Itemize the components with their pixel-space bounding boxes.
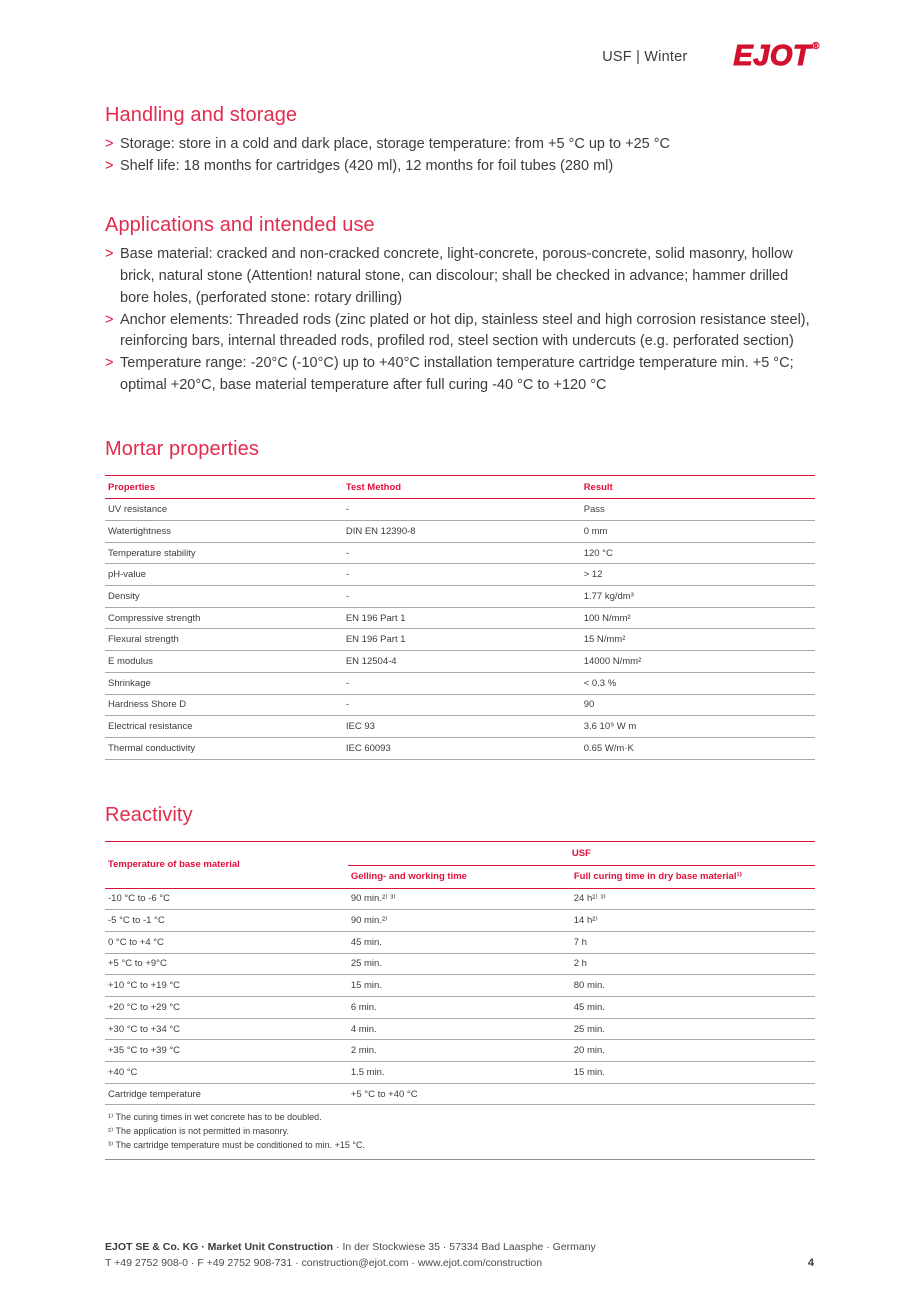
- section-reactivity: [105, 804, 815, 1161]
- cell-temperature: -5 °C to -1 °C: [108, 915, 165, 927]
- cell-property: pH-value: [108, 569, 147, 581]
- cell-temperature: -10 °C to -6 °C: [108, 893, 170, 905]
- cell-property: UV resistance: [108, 504, 168, 516]
- cell-curing-time: 15 min.: [573, 1066, 605, 1078]
- footer-company-line: [105, 1240, 815, 1256]
- cell-test-method: -: [345, 569, 350, 581]
- cell-property: Watertightness: [108, 525, 172, 537]
- table-row: [105, 673, 815, 695]
- bullet-marker: >: [105, 354, 114, 371]
- cell-test-method: -: [345, 590, 350, 602]
- table-row: [105, 564, 815, 586]
- cell-property: Thermal conductivity: [108, 742, 196, 754]
- cell-gelling-time: 15 min.: [350, 980, 382, 992]
- table-row: [105, 499, 815, 521]
- cell-result: 0 mm: [583, 525, 608, 537]
- cell-gelling-time: 90 min.²⁾: [350, 915, 388, 927]
- section-applications-and-intended-use: [105, 214, 815, 396]
- table-row: [105, 954, 815, 976]
- reactivity-table-header: [105, 841, 815, 889]
- table-row: [105, 695, 815, 717]
- reactivity-table-body: [105, 889, 815, 1106]
- cell-result: 120 °C: [583, 547, 613, 559]
- cell-temperature: +20 °C to +29 °C: [108, 1001, 181, 1013]
- table-row: [105, 1040, 815, 1062]
- cell-gelling-time: 25 min.: [350, 958, 382, 970]
- cell-result: 3.6 10⁹ W m: [583, 721, 637, 733]
- table-row: [105, 1084, 815, 1106]
- group-header-usf: USF: [348, 842, 815, 866]
- bullet-marker: >: [105, 157, 114, 174]
- cell-result: 15 N/mm²: [583, 634, 626, 646]
- table-row: [105, 543, 815, 565]
- cell-gelling-time: 1.5 min.: [350, 1066, 385, 1078]
- cell-result: 100 N/mm²: [583, 612, 631, 624]
- cell-property: Shrinkage: [108, 677, 151, 689]
- reactivity-subheader-row: [348, 866, 815, 888]
- table-row: [105, 1019, 815, 1041]
- cell-result: 90: [583, 699, 595, 711]
- reactivity-header-right: [348, 842, 815, 888]
- bullet-item: [105, 353, 815, 396]
- table-row: [105, 651, 815, 673]
- section-mortar-properties: [105, 438, 815, 759]
- column-header-full-curing-time: Full curing time in dry base material¹⁾: [573, 871, 742, 883]
- footnote: ³⁾ The cartridge temperature must be conditioned to min. +15 °C.: [108, 1140, 366, 1151]
- cell-temperature: 0 °C to +4 °C: [108, 936, 164, 948]
- cell-curing-time: 80 min.: [573, 980, 605, 992]
- cell-curing-time: 14 h²⁾: [573, 915, 598, 927]
- cell-curing-time: 2 h: [573, 958, 587, 970]
- cell-property: Hardness Shore D: [108, 699, 187, 711]
- section-title-reactivity: Reactivity: [105, 803, 193, 826]
- cell-property: E modulus: [108, 655, 153, 667]
- table-row: [105, 586, 815, 608]
- bullet-item: [105, 134, 815, 156]
- table-row: [105, 932, 815, 954]
- cell-test-method: -: [345, 504, 350, 516]
- column-header-properties: Properties: [108, 481, 155, 493]
- footer-contact-line: T +49 2752 908-0 · F +49 2752 908-731 · construction@ejot.com · www.ejot.com/construction: [105, 1256, 543, 1269]
- cell-result: > 12: [583, 569, 603, 581]
- bullet-text: Temperature range: -20°C (-10°C) up to +40°C installation temperature cartridge temperature min. +5 °C; optimal +20°C, base material temperature after full curing -40 °C to +120 °C: [120, 354, 794, 393]
- table-row: [105, 975, 815, 997]
- cell-temperature: +10 °C to +19 °C: [108, 980, 181, 992]
- handling-bullet-list: [105, 134, 815, 177]
- cell-curing-time: 25 min.: [573, 1023, 605, 1035]
- mortar-table-body: [105, 499, 815, 759]
- bullet-marker: >: [105, 246, 114, 263]
- cell-test-method: IEC 60093: [345, 742, 391, 754]
- cell-curing-time: 20 min.: [573, 1045, 605, 1057]
- bullet-text: Storage: store in a cold and dark place, storage temperature: from +5 °C up to +25 °C: [120, 136, 671, 152]
- table-row: [105, 889, 815, 911]
- cell-result: 14000 N/mm²: [583, 655, 642, 667]
- bullet-item: [105, 156, 815, 178]
- bullet-text: Base material: cracked and non-cracked concrete, light-concrete, porous-concrete, solid masonry, hollow brick, natural stone (Attention! natural stone, can discolour; shall be checked in advance; hammer drilled bore holes, (perforated stone: rotary drilling): [120, 246, 793, 306]
- cell-property: Electrical resistance: [108, 721, 193, 733]
- cell-property: Temperature stability: [108, 547, 196, 559]
- cell-result: 1.77 kg/dm³: [583, 590, 634, 602]
- cell-gelling-time: 6 min.: [350, 1001, 377, 1013]
- cell-test-method: EN 196 Part 1: [345, 634, 406, 646]
- bullet-text: Anchor elements: Threaded rods (zinc plated or hot dip, stainless steel and high corrosion resistance steel), reinforcing bars, internal threaded rods, profiled rod, steel section with undercuts (e.g. perforated section): [120, 311, 810, 350]
- cell-result: < 0.3 %: [583, 677, 617, 689]
- cell-gelling-time: 45 min.: [350, 936, 382, 948]
- cell-test-method: -: [345, 699, 350, 711]
- page-number: 4: [807, 1257, 814, 1269]
- table-footnotes: [105, 1105, 815, 1160]
- cell-temperature: +40 °C: [108, 1066, 138, 1078]
- document-reference: USF | Winter: [602, 48, 688, 65]
- cell-result: 0.65 W/m·K: [583, 742, 634, 754]
- bullet-item: [105, 310, 815, 353]
- bullet-marker: >: [105, 311, 114, 328]
- table-row: [105, 608, 815, 630]
- table-row: [105, 738, 815, 760]
- column-header-result: Result: [583, 481, 613, 493]
- table-row: [105, 997, 815, 1019]
- cell-property: Flexural strength: [108, 634, 179, 646]
- cell-result: Pass: [583, 504, 605, 516]
- cell-gelling-time: +5 °C to +40 °C: [350, 1088, 418, 1100]
- cell-test-method: IEC 93: [345, 721, 375, 733]
- footer-company-name: EJOT SE & Co. KG · Market Unit Construction: [105, 1241, 334, 1253]
- cell-curing-time: 7 h: [573, 936, 587, 948]
- mortar-properties-table: [105, 475, 815, 759]
- cell-property: Density: [108, 590, 140, 602]
- cell-test-method: EN 12504-4: [345, 655, 397, 667]
- table-row: [105, 521, 815, 543]
- column-header-test-method: Test Method: [345, 481, 402, 493]
- cell-temperature: +5 °C to +9°C: [108, 958, 167, 970]
- table-row: [105, 910, 815, 932]
- section-handling-and-storage: [105, 104, 815, 177]
- column-header-gelling-time: Gelling- and working time: [350, 871, 467, 883]
- section-title-handling: Handling and storage: [105, 104, 298, 126]
- cell-temperature: +35 °C to +39 °C: [108, 1045, 181, 1057]
- section-title-applications: Applications and intended use: [105, 214, 375, 237]
- cell-property: Compressive strength: [108, 612, 201, 624]
- bullet-item: [105, 244, 815, 309]
- footer-address: · In der Stockwiese 35 · 57334 Bad Laasphe · Germany: [333, 1241, 596, 1253]
- reactivity-table: [105, 841, 815, 1161]
- cell-temperature: Cartridge temperature: [108, 1088, 201, 1100]
- cell-test-method: DIN EN 12390-8: [345, 525, 416, 537]
- cell-test-method: EN 196 Part 1: [345, 612, 406, 624]
- content-column: [105, 0, 815, 1160]
- cell-temperature: +30 °C to +34 °C: [108, 1023, 181, 1035]
- cell-gelling-time: 4 min.: [350, 1023, 377, 1035]
- bullet-marker: >: [105, 136, 114, 152]
- cell-test-method: -: [345, 547, 350, 559]
- column-header-base-material-temperature: Temperature of base material: [108, 859, 240, 871]
- applications-bullet-list: [105, 244, 815, 396]
- table-row: [105, 1062, 815, 1084]
- page-footer: [105, 1240, 815, 1271]
- registered-trademark-icon: ®: [812, 41, 820, 52]
- bullet-text: Shelf life: 18 months for cartridges (420 ml), 12 months for foil tubes (280 ml): [120, 157, 614, 174]
- table-row: [105, 629, 815, 651]
- cell-test-method: -: [345, 677, 350, 689]
- footnote: ¹⁾ The curing times in wet concrete has to be doubled.: [108, 1112, 322, 1123]
- cell-gelling-time: 2 min.: [350, 1045, 377, 1057]
- section-title-mortar: Mortar properties: [105, 438, 259, 461]
- cell-gelling-time: 90 min.²⁾ ³⁾: [350, 893, 396, 905]
- cell-curing-time: 45 min.: [573, 1001, 605, 1013]
- footnote: ²⁾ The application is not permitted in masonry.: [108, 1126, 289, 1137]
- mortar-table-header-row: [105, 475, 815, 499]
- ejot-logo-text: EJOT: [733, 40, 812, 72]
- table-row: [105, 716, 815, 738]
- cell-curing-time: 24 h²⁾ ³⁾: [573, 893, 606, 905]
